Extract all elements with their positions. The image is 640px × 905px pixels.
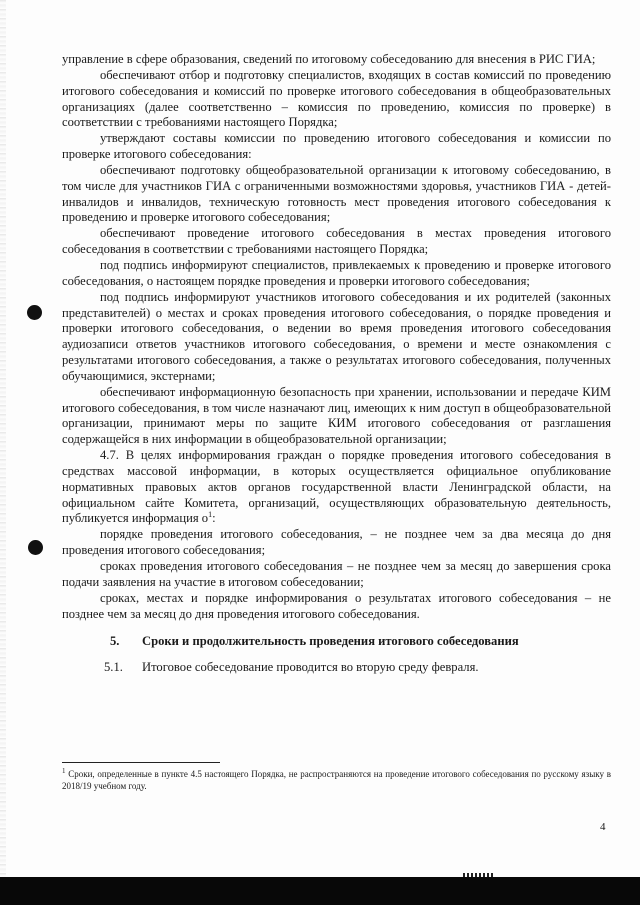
paragraph: обеспечивают подготовку общеобразовательной организации к итоговому собеседованию, в том числе для участников ГИА с ограниченными возможностями здоровья, участников ГИА - детей-инвалидов и инвалидов, техническую готовность мест проведения итогового собеседования к проведению и проверке итогового собеседования; bbox=[62, 162, 611, 225]
paragraph: обеспечивают проведение итогового собеседования в местах проведения итогового собеседования в соответствии с требованиями настоящего Порядка; bbox=[62, 226, 611, 257]
section-number: 5. bbox=[110, 634, 120, 649]
paragraph: утверждают составы комиссии по проведению итогового собеседования и комиссии по проверке итогового собеседования: bbox=[62, 131, 611, 162]
list-item: порядке проведения итогового собеседования, – не позднее чем за два месяца до дня проведения итогового собеседования; bbox=[62, 527, 611, 558]
footnote-separator bbox=[62, 762, 220, 763]
punch-hole-top bbox=[27, 305, 42, 320]
paragraph: под подпись информируют участников итогового собеседования и их родителей (законных представителей) о местах и сроках проведения итогового собеседования, о порядке проведения и проверки итогового собеседования, о ведении во время проведения итогового собеседования аудиозаписи ответов участников итогового собеседования, о времени и месте ознакомления с результатами итогового собеседования, а также о результатах итогового собеседования, полученных обучающимися, экстернами; bbox=[62, 289, 611, 383]
footnote bbox=[62, 768, 611, 792]
paragraph-4-7-tail: : bbox=[212, 511, 216, 526]
footnote-text: Сроки, определенные в пункте 4.5 настоящего Порядка, не распространяются на проведение итогового собеседования по русскому языку в 2018/19 учебном году. bbox=[62, 769, 612, 791]
paragraph: под подпись информируют специалистов, привлекаемых к проведению и проверке итогового собеседования, о настоящем порядке проведения и проверки итогового собеседования; bbox=[62, 257, 611, 288]
punch-hole-bottom bbox=[28, 540, 43, 555]
body-text bbox=[62, 52, 611, 676]
list-item: сроках проведения итогового собеседования – не позднее чем за месяц до завершения срока подачи заявления на участие в итоговом собеседовании; bbox=[62, 559, 611, 589]
footnote-marker: 1 bbox=[62, 767, 66, 775]
paragraph: обеспечивают информационную безопасность при хранении, использовании и передаче КИМ итогового собеседования, в том числе назначают лиц, имеющих к ним доступ в общеобразовательной организации, принимают меры по защите КИМ итогового собеседования от разглашения содержащейся в них информации в общеобразовательной организации; bbox=[62, 384, 611, 447]
footnote-reference[interactable]: 1 bbox=[208, 510, 213, 520]
paragraph-4-7-text: 4.7. В целях информирования граждан о порядке проведения итогового собеседования в средствах массовой информации, в которых осуществляется официальное опубликование нормативных правовых актов органов государственной власти Ленинградской области, на официальном сайте Комитета, организаций, осуществляющих образовательную деятельность, публикуется информация о bbox=[62, 448, 611, 526]
section-title: Сроки и продолжительность проведения итогового собеседования bbox=[142, 634, 519, 649]
paragraph-4-7 bbox=[62, 448, 611, 527]
section-heading bbox=[62, 634, 611, 650]
subsection-number: 5.1. bbox=[104, 660, 123, 675]
scan-edge-artifact bbox=[0, 0, 6, 880]
scan-bottom-border bbox=[0, 877, 640, 905]
page-number: 4 bbox=[600, 821, 606, 833]
paragraph: обеспечивают отбор и подготовку специалистов, входящих в состав комиссий по проведению итогового собеседования и комиссий по проверке итогового собеседования в общеобразовательных организациях (далее соответственно – комиссия по проведению, комиссия по проверке) в соответствии с требованиями настоящего Порядка; bbox=[62, 67, 611, 130]
paragraph: управление в сфере образования, сведений по итоговому собеседованию для внесения в РИС ГИА; bbox=[62, 52, 596, 66]
subsection-5-1 bbox=[62, 660, 611, 676]
list-item: сроках, местах и порядке информирования о результатах итогового собеседования – не позднее чем за месяц до дня проведения итогового собеседования. bbox=[62, 590, 611, 621]
subsection-text: Итоговое собеседование проводится во вторую среду февраля. bbox=[142, 660, 479, 675]
